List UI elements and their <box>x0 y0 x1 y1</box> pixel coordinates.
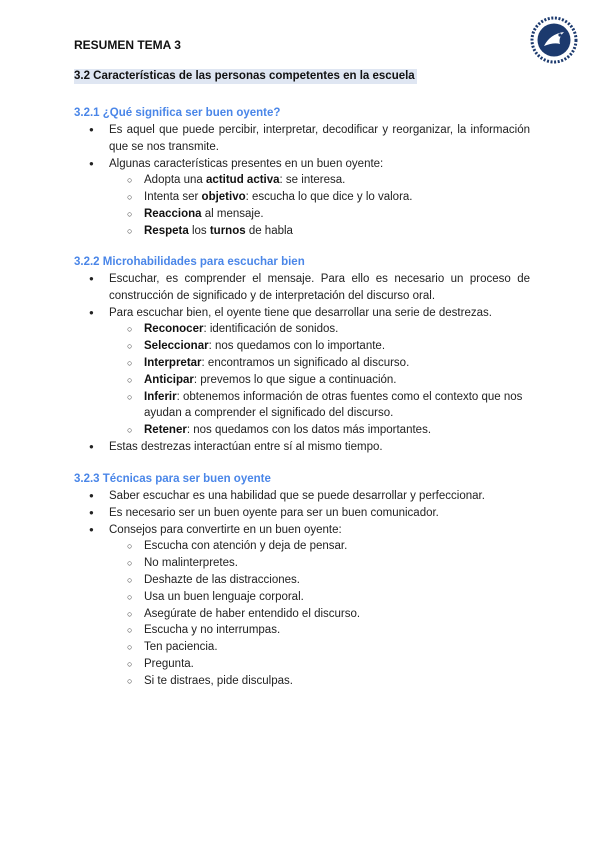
list-item: ○ Deshazte de las distracciones. <box>109 572 530 589</box>
list-item: ○ Adopta una actitud activa: se interesa. <box>109 172 530 189</box>
list-3-2-1 <box>74 122 530 240</box>
list-item: ○ Reconocer: identificación de sonidos. <box>109 321 530 338</box>
list-item: ○ No malinterpretes. <box>109 555 530 572</box>
list-item: ○ Interpretar: encontramos un significado al discurso. <box>109 355 530 372</box>
subsection-title-3-2-2: 3.2.2 Microhabilidades para escuchar bien <box>74 256 305 268</box>
list-item: ○ Escucha y no interrumpas. <box>109 622 530 639</box>
list-item: ○ Seleccionar: nos quedamos con lo importante. <box>109 338 530 355</box>
sublist-tips <box>109 538 530 689</box>
list-item: ○ Usa un buen lenguaje corporal. <box>109 589 530 606</box>
list-item: ○ Anticipar: prevemos lo que sigue a continuación. <box>109 372 530 389</box>
list-item: ● Algunas características presentes en un buen oyente: ○ Adopta una actitud activa: se interesa. ○ Intenta ser objetivo: escucha lo que dice y lo valora. ○ Reacciona al mensaje. ○ Respeta los turnos de habla <box>74 156 530 240</box>
list-item: ○ Retener: nos quedamos con los datos más importantes. <box>109 422 530 439</box>
list-item: ○ Escucha con atención y deja de pensar. <box>109 538 530 555</box>
document-title: RESUMEN TEMA 3 <box>74 38 181 52</box>
list-item: ● Es necesario ser un buen oyente para ser un buen comunicador. <box>74 505 530 522</box>
list-item: ○ Pregunta. <box>109 656 530 673</box>
list-item: ● Saber escuchar es una habilidad que se puede desarrollar y perfeccionar. <box>74 488 530 505</box>
list-item: ○ Respeta los turnos de habla <box>109 223 530 240</box>
list-item: ● Estas destrezas interactúan entre sí al mismo tiempo. <box>74 439 530 456</box>
list-3-2-2 <box>74 271 530 456</box>
sublist-skills <box>109 321 530 439</box>
list-item: ○ Intenta ser objetivo: escucha lo que dice y lo valora. <box>109 189 530 206</box>
list-item: ○ Reacciona al mensaje. <box>109 206 530 223</box>
list-item: ● Consejos para convertirte en un buen oyente: ○ Escucha con atención y deja de pensar. ○ No malinterpretes. ○ Deshazte de las distracciones. ○ Usa un buen lenguaje corporal. ○ Asegúrate de haber entendido el discurso. ○ Escucha y no interrumpas. ○ Ten paciencia. ○ Pregunta. ○ Si te distraes, pide disculpas. <box>74 522 530 690</box>
list-item: ○ Asegúrate de haber entendido el discurso. <box>109 606 530 623</box>
list-item: ○ Si te distraes, pide disculpas. <box>109 673 530 690</box>
subsection-title-3-2-3: 3.2.3 Técnicas para ser buen oyente <box>74 473 271 485</box>
list-item: ● Es aquel que puede percibir, interpretar, decodificar y reorganizar, la información que se nos transmite. <box>74 122 530 156</box>
section-title: 3.2 Características de las personas competentes en la escuela <box>74 70 415 82</box>
list-item: ● Para escuchar bien, el oyente tiene que desarrollar una serie de destrezas. ○ Reconocer: identificación de sonidos. ○ Seleccionar: nos quedamos con lo importante. ○ Interpretar: encontramos un significado al discurso. ○ Anticipar: prevemos lo que sigue a continuación. ○ Inferir: obtenemos información de otras fuentes como el contexto que nos ayudan a comprender el significado del discurso. ○ Retener: nos quedamos con los datos más importantes. <box>74 305 530 439</box>
list-item: ● Escuchar, es comprender el mensaje. Para ello es necesario un proceso de construcción de significado y de interpretación del discurso oral. <box>74 271 530 305</box>
subsection-title-3-2-1: 3.2.1 ¿Qué significa ser buen oyente? <box>74 107 281 119</box>
sublist-characteristics <box>109 172 530 239</box>
list-3-2-3 <box>74 488 530 690</box>
list-item: ○ Ten paciencia. <box>109 639 530 656</box>
list-item: ○ Inferir: obtenemos información de otras fuentes como el contexto que nos ayudan a comprender el significado del discurso. <box>109 389 530 423</box>
university-seal-icon <box>530 16 578 64</box>
